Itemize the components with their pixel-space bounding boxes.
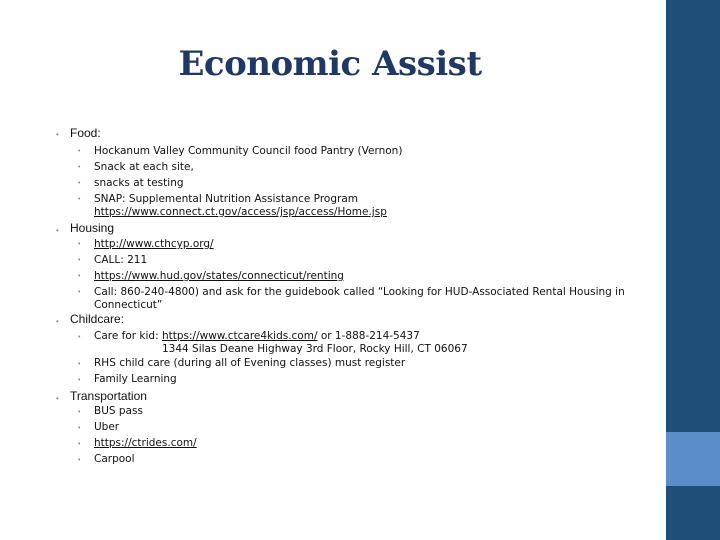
section-housing-label: Housing [70,221,115,235]
item-bullet: • [78,257,81,264]
transport-item-uber: Uber [94,421,120,433]
item-bullet: • [78,441,81,448]
transport-item-bus: BUS pass [94,405,143,417]
section-childcare-label: Childcare: [70,312,125,326]
item-bullet: • [78,409,81,416]
section-transportation-label: Transportation [70,389,147,403]
childcare-item-family-learning: Family Learning [94,373,177,385]
section-bullet: • [56,394,59,403]
item-bullet: • [78,273,81,280]
item-bullet: • [78,241,81,248]
item-bullet: • [78,148,81,155]
food-item-snap: SNAP: Supplemental Nutrition Assistance Program [94,193,358,205]
item-bullet: • [78,361,81,368]
housing-item-guidebook-cont: Connecticut” [94,299,163,311]
item-bullet: • [78,164,81,171]
item-bullet: • [78,334,81,341]
care4kids-link[interactable]: https://www.ctcare4kids.com/ [161,330,318,342]
section-food-label: Food: [70,126,101,140]
item-bullet: • [78,377,81,384]
item-bullet: • [78,289,81,296]
childcare-address: 1344 Silas Deane Highway 3rd Floor, Rocky Hill, CT 06067 [162,343,468,355]
food-item-snack-site: Snack at each site, [94,161,194,173]
section-bullet: • [56,130,59,139]
section-bullet: • [56,317,59,326]
snap-link[interactable]: https://www.connect.ct.gov/access/jsp/access/Home.jsp [94,206,387,218]
transport-link-ctrides[interactable]: https://ctrides.com/ [94,437,197,449]
childcare-item-care4kids [94,330,634,343]
slide-title: Economic Assist [178,44,482,84]
food-item-snack-testing: snacks at testing [94,177,184,189]
housing-link-hud[interactable]: https://www.hud.gov/states/connecticut/renting [94,270,344,282]
childcare-item-rhs: RHS child care (during all of Evening classes) must register [94,357,406,369]
item-bullet: • [78,180,81,187]
childcare-prefix: Care for kid: [94,330,162,342]
item-bullet: • [78,457,81,464]
housing-item-guidebook: Call: 860-240-4800) and ask for the guidebook called “Looking for HUD-Associated Rental Housing in [94,286,625,298]
item-bullet: • [78,425,81,432]
housing-link-cthcyp[interactable]: http://www.cthcyp.org/ [94,238,214,250]
childcare-phone: or 1-888-214-5437 [317,330,420,342]
side-rail-accent-block [666,432,720,486]
housing-item-call-211: CALL: 211 [94,254,148,266]
item-bullet: • [78,196,81,203]
section-bullet: • [56,226,59,235]
food-item-pantry: Hockanum Valley Community Council food Pantry (Vernon) [94,145,403,157]
transport-item-carpool: Carpool [94,453,135,465]
